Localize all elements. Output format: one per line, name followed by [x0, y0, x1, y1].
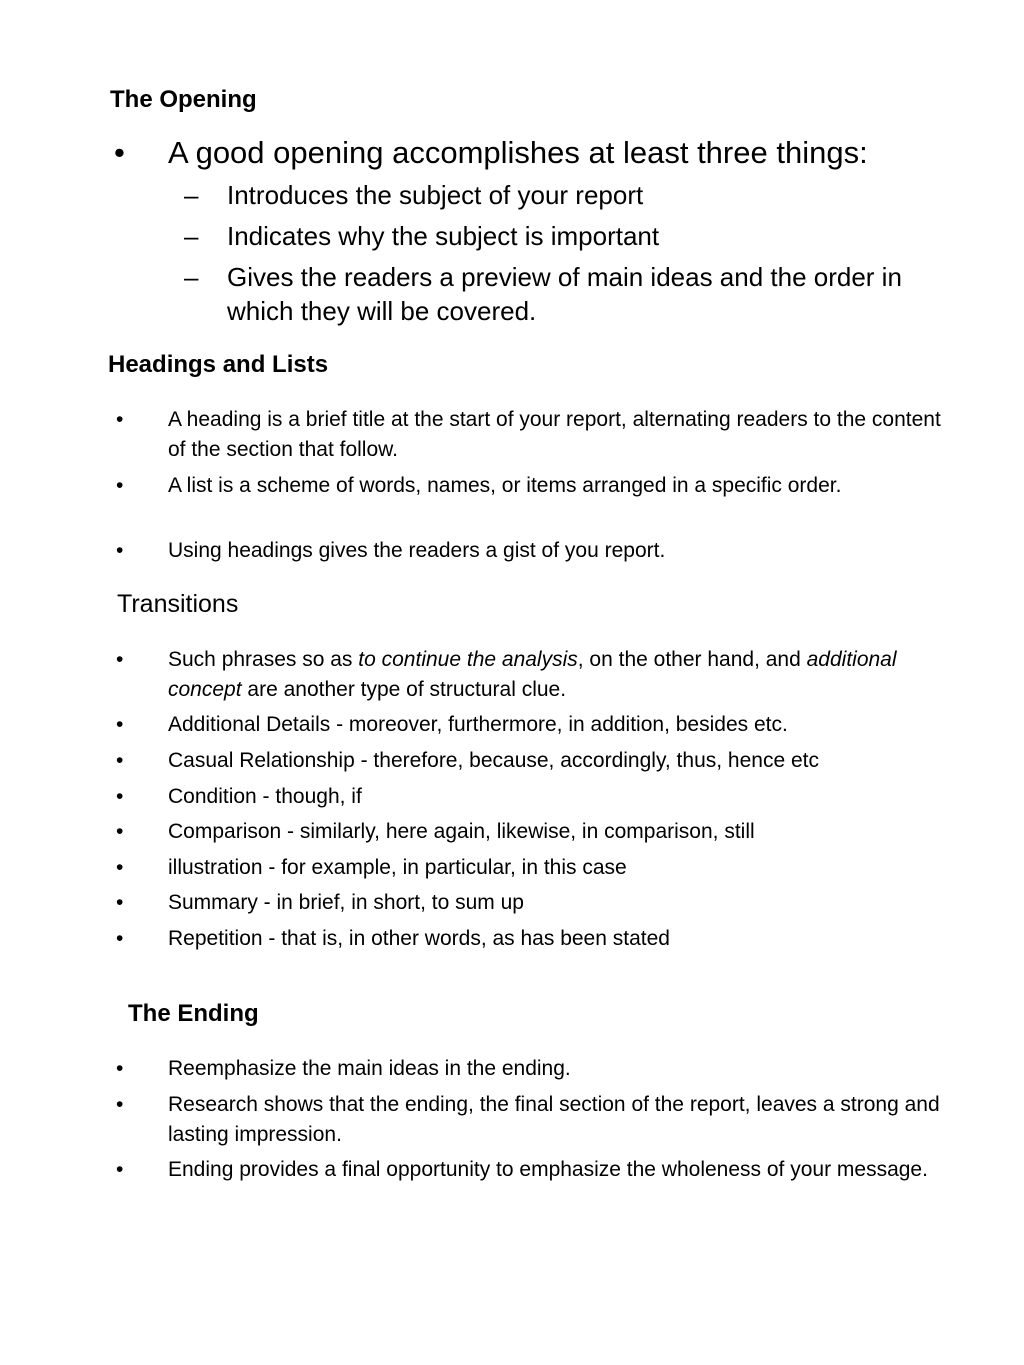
- dash-icon: –: [184, 221, 199, 251]
- transitions-item: [116, 782, 958, 812]
- ending-item-text: Research shows that the ending, the final section of the report, leaves a strong and lasting impression.: [168, 1093, 940, 1146]
- headings-lists-item-text: A list is a scheme of words, names, or items arranged in a specific order.: [168, 474, 842, 497]
- headings-lists-item: [116, 536, 958, 566]
- bullet-icon: •: [116, 749, 124, 772]
- transitions-item: [116, 746, 958, 776]
- transitions-item-text: Comparison - similarly, here again, likewise, in comparison, still: [168, 820, 755, 843]
- headings-lists-item: [116, 471, 958, 501]
- headings-lists-item-text: Using headings gives the readers a gist of you report.: [168, 539, 666, 562]
- transitions-italic-phrase: additional concept: [168, 648, 897, 701]
- transitions-item: [116, 817, 958, 847]
- transitions-item: [116, 710, 958, 740]
- headings-lists-heading: Headings and Lists: [108, 351, 329, 378]
- ending-heading: The Ending: [128, 1000, 259, 1027]
- opening-lead-text: A good opening accomplishes at least three things:: [168, 135, 868, 170]
- dash-icon: –: [184, 262, 199, 292]
- opening-subitem: [184, 219, 957, 253]
- transitions-item: [116, 888, 958, 918]
- transitions-text-part: , on the other hand, and: [577, 648, 807, 671]
- opening-subitem-text: Gives the readers a preview of main ideas and the order in which they will be covered.: [227, 262, 902, 326]
- bullet-icon: •: [116, 539, 124, 562]
- bullet-icon: •: [116, 1158, 124, 1181]
- bullet-icon: •: [116, 891, 124, 914]
- transitions-item-text: illustration - for example, in particular, in this case: [168, 856, 627, 879]
- dash-icon: –: [184, 180, 199, 210]
- opening-subitem-text: Indicates why the subject is important: [227, 221, 660, 251]
- transitions-italic-phrase: to continue the analysis: [358, 648, 578, 671]
- bullet-icon: •: [116, 927, 124, 950]
- bullet-icon: •: [116, 1093, 124, 1116]
- bullet-icon: •: [116, 648, 124, 671]
- bullet-icon: •: [116, 785, 124, 808]
- bullet-icon: •: [116, 856, 124, 879]
- bullet-icon: •: [116, 1057, 124, 1080]
- ending-item: [116, 1090, 958, 1150]
- transitions-item: [116, 853, 958, 883]
- transitions-text-part: Such phrases so as: [168, 648, 359, 671]
- transitions-item-text: Repetition - that is, in other words, as has been stated: [168, 927, 670, 950]
- opening-heading: The Opening: [110, 86, 257, 113]
- transitions-item: [116, 645, 958, 705]
- opening-lead-item: [114, 135, 958, 171]
- opening-subitem-text: Introduces the subject of your report: [227, 180, 644, 210]
- bullet-icon: •: [116, 408, 124, 431]
- headings-lists-item: [116, 405, 958, 465]
- ending-item-text: Ending provides a final opportunity to emphasize the wholeness of your message.: [168, 1158, 928, 1181]
- transitions-text-part: are another type of structural clue.: [241, 678, 567, 701]
- opening-subitem: [184, 260, 957, 328]
- bullet-icon: •: [116, 820, 124, 843]
- opening-subitem: [184, 178, 957, 212]
- ending-item: [116, 1054, 958, 1084]
- bullet-icon: •: [116, 474, 124, 497]
- bullet-icon: •: [114, 135, 125, 170]
- transitions-heading: Transitions: [117, 590, 239, 618]
- transitions-item-text: [168, 648, 897, 701]
- transitions-item-text: Summary - in brief, in short, to sum up: [168, 891, 524, 914]
- transitions-item-text: Casual Relationship - therefore, because, accordingly, thus, hence etc: [168, 749, 819, 772]
- transitions-item-text: Additional Details - moreover, furthermore, in addition, besides etc.: [168, 713, 788, 736]
- ending-item-text: Reemphasize the main ideas in the ending.: [168, 1057, 571, 1080]
- bullet-icon: •: [116, 713, 124, 736]
- transitions-item-text: Condition - though, if: [168, 785, 362, 808]
- headings-lists-item-text: A heading is a brief title at the start of your report, alternating readers to the content of the section that follow.: [168, 408, 941, 461]
- ending-item: [116, 1155, 958, 1185]
- transitions-item: [116, 924, 958, 954]
